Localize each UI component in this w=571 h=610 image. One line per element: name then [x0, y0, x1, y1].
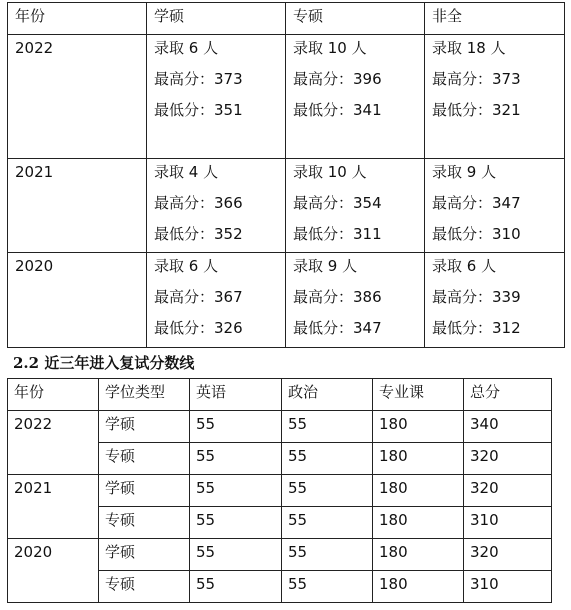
data-cell: 55 — [282, 443, 373, 475]
year-cell: 2022 — [8, 411, 99, 475]
table-row — [8, 411, 552, 443]
table-row — [8, 539, 552, 571]
data-cell: 320 — [464, 475, 552, 507]
header-cell: 总分 — [464, 379, 552, 411]
section-heading: 2.2 近三年进入复试分数线 — [13, 354, 195, 372]
data-cell: 录取 10 人 最高分：354 最低分：311 — [286, 159, 425, 253]
data-cell: 55 — [190, 475, 282, 507]
table-header-row — [8, 379, 552, 411]
year-cell: 2020 — [8, 539, 99, 603]
data-cell: 55 — [282, 571, 373, 603]
admission-table — [7, 2, 565, 348]
data-cell: 录取 9 人 最高分：386 最低分：347 — [286, 253, 425, 348]
year-cell: 2021 — [8, 475, 99, 539]
header-cell: 学硕 — [147, 3, 286, 35]
data-cell: 180 — [373, 539, 464, 571]
data-cell: 340 — [464, 411, 552, 443]
data-cell: 55 — [190, 571, 282, 603]
header-cell: 非全 — [425, 3, 565, 35]
data-cell: 学硕 — [99, 475, 190, 507]
data-cell: 学硕 — [99, 539, 190, 571]
cutoff-table — [7, 378, 552, 603]
header-cell: 专业课 — [373, 379, 464, 411]
data-cell: 55 — [282, 507, 373, 539]
data-cell: 55 — [190, 443, 282, 475]
year-cell: 2020 — [8, 253, 147, 348]
header-cell: 学位类型 — [99, 379, 190, 411]
table-header-row — [8, 3, 565, 35]
data-cell: 320 — [464, 443, 552, 475]
year-cell: 2021 — [8, 159, 147, 253]
data-cell: 录取 6 人 最高分：373 最低分：351 — [147, 35, 286, 159]
data-cell: 录取 18 人 最高分：373 最低分：321 — [425, 35, 565, 159]
header-cell: 年份 — [8, 379, 99, 411]
header-cell: 英语 — [190, 379, 282, 411]
data-cell: 55 — [190, 411, 282, 443]
year-cell: 2022 — [8, 35, 147, 159]
table-row — [8, 159, 565, 253]
data-cell: 专硕 — [99, 443, 190, 475]
data-cell: 310 — [464, 507, 552, 539]
data-cell: 180 — [373, 411, 464, 443]
header-cell: 政治 — [282, 379, 373, 411]
data-cell: 180 — [373, 507, 464, 539]
data-cell: 专硕 — [99, 507, 190, 539]
data-cell: 55 — [282, 539, 373, 571]
data-cell: 录取 4 人 最高分：366 最低分：352 — [147, 159, 286, 253]
header-cell: 年份 — [8, 3, 147, 35]
data-cell: 55 — [282, 411, 373, 443]
data-cell: 录取 10 人 最高分：396 最低分：341 — [286, 35, 425, 159]
data-cell: 录取 6 人 最高分：339 最低分：312 — [425, 253, 565, 348]
data-cell: 310 — [464, 571, 552, 603]
table-row — [8, 475, 552, 507]
data-cell: 学硕 — [99, 411, 190, 443]
table-row — [8, 35, 565, 159]
data-cell: 180 — [373, 443, 464, 475]
data-cell: 180 — [373, 571, 464, 603]
data-cell: 55 — [282, 475, 373, 507]
data-cell: 55 — [190, 539, 282, 571]
header-cell: 专硕 — [286, 3, 425, 35]
data-cell: 55 — [190, 507, 282, 539]
data-cell: 录取 6 人 最高分：367 最低分：326 — [147, 253, 286, 348]
table-row — [8, 253, 565, 348]
data-cell: 专硕 — [99, 571, 190, 603]
data-cell: 320 — [464, 539, 552, 571]
data-cell: 180 — [373, 475, 464, 507]
data-cell: 录取 9 人 最高分：347 最低分：310 — [425, 159, 565, 253]
